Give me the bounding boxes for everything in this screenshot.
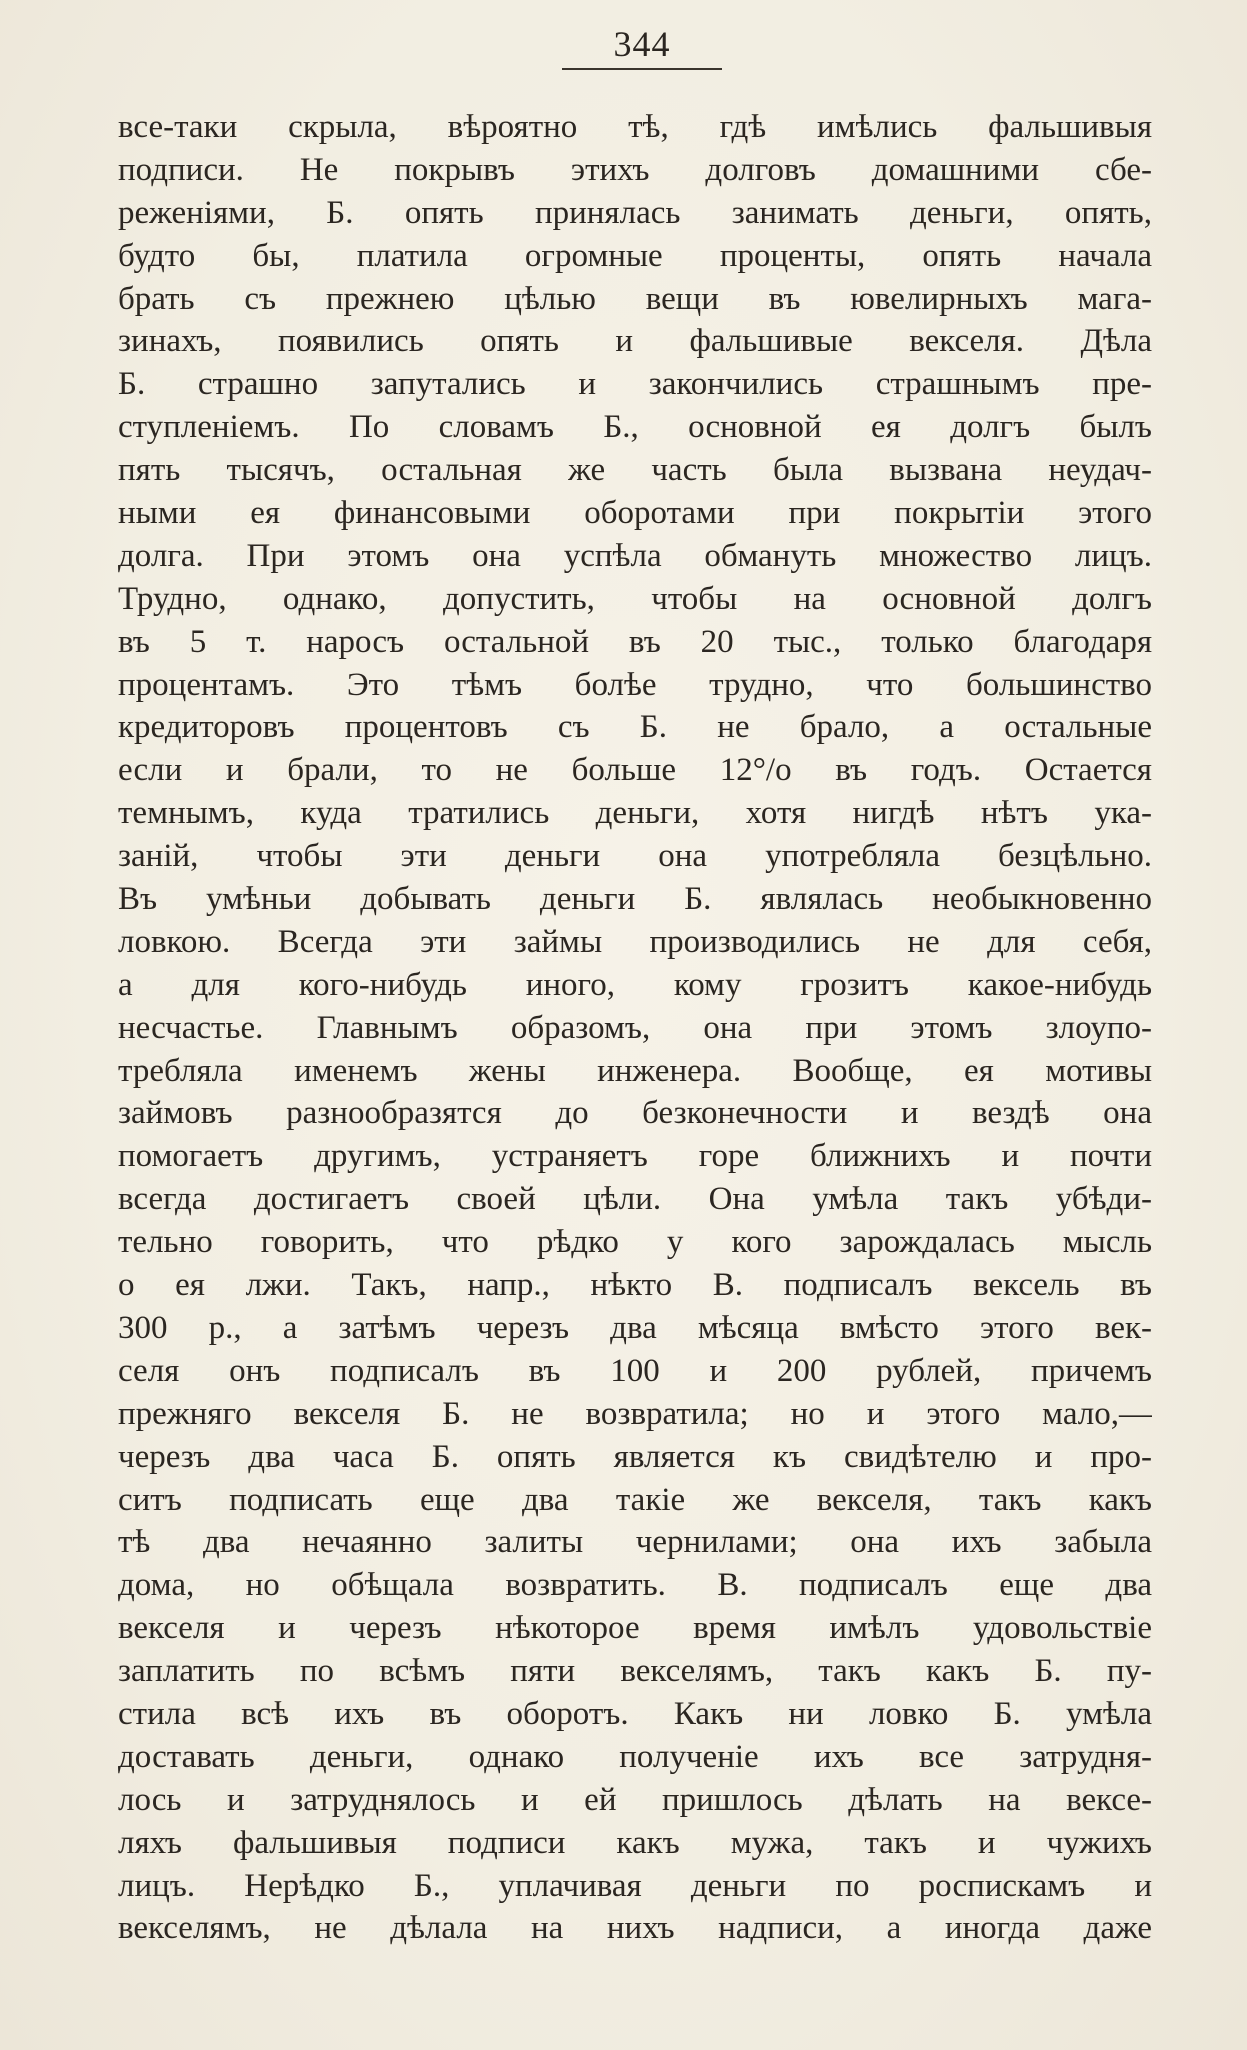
text-line: кредиторовъ процентовъ съ Б. не брало, а остальные xyxy=(118,709,1152,746)
text-line: тѣ два нечаянно залиты чернилами; она ихъ забыла xyxy=(118,1524,1152,1561)
text-line: требляла именемъ жены инженера. Вообще, ея мотивы xyxy=(118,1052,1152,1089)
text-line: брать съ прежнею цѣлью вещи въ ювелирныхъ мага- xyxy=(118,280,1152,317)
text-line: векселя и черезъ нѣкоторое время имѣлъ удовольствіе xyxy=(118,1610,1152,1647)
text-line: ляхъ фальшивыя подписи какъ мужа, такъ и чужихъ xyxy=(118,1824,1152,1861)
text-line: заплатить по всѣмъ пяти векселямъ, такъ какъ Б. пу- xyxy=(118,1653,1152,1690)
text-line: долга. При этомъ она успѣла обмануть множество лицъ. xyxy=(118,537,1152,574)
text-line: темнымъ, куда тратились деньги, хотя нигдѣ нѣтъ ука- xyxy=(118,795,1152,832)
page-number: 344 xyxy=(613,24,671,64)
text-line: лицъ. Нерѣдко Б., уплачивая деньги по роспискамъ и xyxy=(118,1867,1152,1904)
text-line: помогаетъ другимъ, устраняетъ горе ближнихъ и почти xyxy=(118,1138,1152,1175)
text-line: о ея лжи. Такъ, напр., нѣкто В. подписалъ вексель въ xyxy=(118,1267,1152,1304)
text-line: будто бы, платила огромные проценты, опять начала xyxy=(118,237,1152,274)
text-line: зинахъ, появились опять и фальшивые векселя. Дѣла xyxy=(118,323,1152,360)
text-line: 300 р., а затѣмъ черезъ два мѣсяца вмѣсто этого век- xyxy=(118,1309,1152,1346)
text-line: стила всѣ ихъ въ оборотъ. Какъ ни ловко Б. умѣла xyxy=(118,1695,1152,1732)
text-line: реженіями, Б. опять принялась занимать деньги, опять, xyxy=(118,194,1152,231)
text-line: процентамъ. Это тѣмъ болѣе трудно, что большинство xyxy=(118,666,1152,703)
text-line: Трудно, однако, допустить, чтобы на основной долгъ xyxy=(118,580,1152,617)
text-line: прежняго векселя Б. не возвратила; но и этого мало,— xyxy=(118,1395,1152,1432)
text-line: тельно говорить, что рѣдко у кого зарождалась мысль xyxy=(118,1224,1152,1261)
text-line: а для кого-нибудь иного, кому грозитъ какое-нибудь xyxy=(118,966,1152,1003)
text-line: заній, чтобы эти деньги она употребляла безцѣльно. xyxy=(118,838,1152,875)
text-line: всегда достигаетъ своей цѣли. Она умѣла такъ убѣди- xyxy=(118,1181,1152,1218)
text-line: ступленіемъ. По словамъ Б., основной ея долгъ былъ xyxy=(118,409,1152,446)
page-header xyxy=(562,22,722,72)
text-line: селя онъ подписалъ въ 100 и 200 рублей, причемъ xyxy=(118,1352,1152,1389)
text-line: дома, но обѣщала возвратить. В. подписалъ еще два xyxy=(118,1567,1152,1604)
text-line: ловкою. Всегда эти займы производились не для себя, xyxy=(118,923,1152,960)
text-line: ситъ подписать еще два такіе же векселя, такъ какъ xyxy=(118,1481,1152,1518)
text-line: ными ея финансовыми оборотами при покрытіи этого xyxy=(118,495,1152,532)
text-line: лось и затруднялось и ей пришлось дѣлать на вексе- xyxy=(118,1781,1152,1818)
text-line: займовъ разнообразятся до безконечности и вездѣ она xyxy=(118,1095,1152,1132)
header-rule xyxy=(562,68,722,70)
text-line: Б. страшно запутались и закончились страшнымъ пре- xyxy=(118,366,1152,403)
text-line: доставать деньги, однако полученіе ихъ все затрудня- xyxy=(118,1738,1152,1775)
text-line: пять тысячъ, остальная же часть была вызвана неудач- xyxy=(118,452,1152,489)
body-text xyxy=(118,106,1152,1950)
text-line: черезъ два часа Б. опять является къ свидѣтелю и про- xyxy=(118,1438,1152,1475)
text-line: въ 5 т. наросъ остальной въ 20 тыс., только благодаря xyxy=(118,623,1152,660)
text-line: несчастье. Главнымъ образомъ, она при этомъ злоупо- xyxy=(118,1009,1152,1046)
text-line: все-таки скрыла, вѣроятно тѣ, гдѣ имѣлись фальшивыя xyxy=(118,109,1152,145)
text-line: если и брали, то не больше 12°/о въ годъ. Остается xyxy=(118,752,1152,789)
text-line: подписи. Не покрывъ этихъ долговъ домашними сбе- xyxy=(118,151,1152,188)
text-line: векселямъ, не дѣлала на нихъ надписи, а иногда даже xyxy=(118,1910,1152,1947)
text-line: Въ умѣньи добывать деньги Б. являлась необыкновенно xyxy=(118,881,1152,918)
